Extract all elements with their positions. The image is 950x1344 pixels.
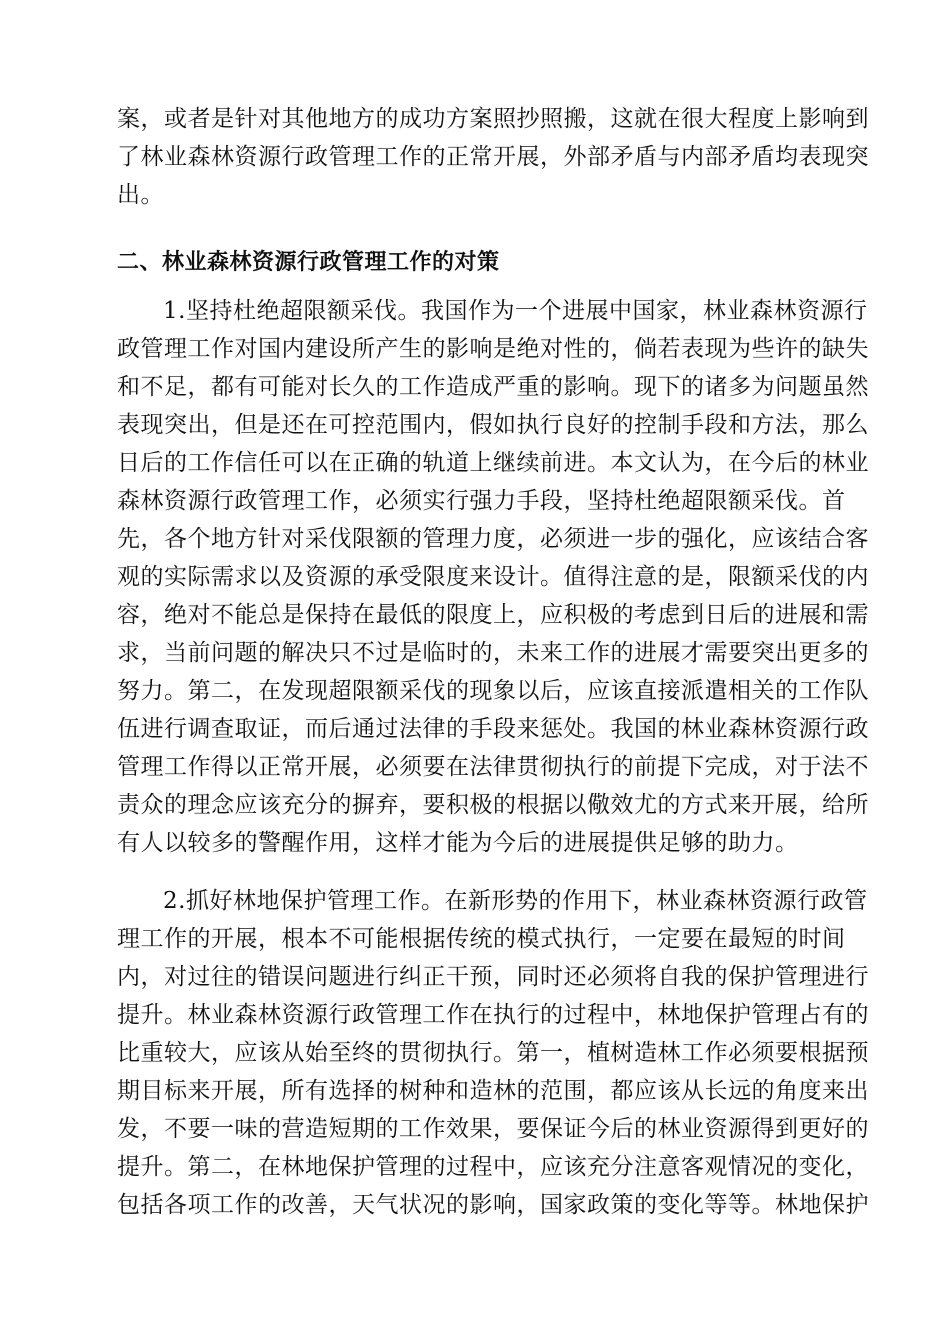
paragraph-line: 了林业森林资源行政管理工作的正常开展，外部矛盾与内部矛盾均表现突 bbox=[117, 144, 869, 170]
paragraph-line: 求，当前问题的解决只不过是临时的，未来工作的进展才需要突出更多的 bbox=[117, 640, 869, 666]
paragraph-line: 提升。第二，在林地保护管理的过程中，应该充分注意客观情况的变化， bbox=[117, 1154, 869, 1180]
paragraph-2 bbox=[117, 882, 869, 1224]
paragraph-line: 1.坚持杜绝超限额采伐。我国作为一个进展中国家，林业森林资源行 bbox=[163, 298, 868, 324]
paragraph-line: 先，各个地方针对采伐限额的管理力度，必须进一步的强化，应该结合客 bbox=[117, 526, 869, 552]
paragraph-line: 2.抓好林地保护管理工作。在新形势的作用下，林业森林资源行政管 bbox=[163, 888, 868, 914]
paragraph-line: 管理工作得以正常开展，必须要在法律贯彻执行的前提下完成，对于法不 bbox=[117, 754, 869, 780]
paragraph-line: 期目标来开展，所有选择的树种和造林的范围，都应该从长远的角度来出 bbox=[117, 1078, 869, 1104]
paragraph-1 bbox=[117, 292, 869, 862]
paragraph-line: 和不足，都有可能对长久的工作造成严重的影响。现下的诸多为问题虽然 bbox=[117, 374, 869, 400]
paragraph-line: 提升。林业森林资源行政管理工作在执行的过程中，林地保护管理占有的 bbox=[117, 1002, 869, 1028]
paragraph-line: 责众的理念应该充分的摒弃，要积极的根据以儆效尤的方式来开展，给所 bbox=[117, 792, 869, 818]
intro-paragraph bbox=[117, 100, 869, 214]
paragraph-line: 努力。第二，在发现超限额采伐的现象以后，应该直接派遣相关的工作队 bbox=[117, 678, 869, 704]
paragraph-line: 案，或者是针对其他地方的成功方案照抄照搬，这就在很大程度上影响到 bbox=[117, 106, 869, 132]
paragraph-line: 森林资源行政管理工作，必须实行强力手段，坚持杜绝超限额采伐。首 bbox=[117, 488, 846, 514]
paragraph-line: 包括各项工作的改善，天气状况的影响，国家政策的变化等等。林地保护 bbox=[117, 1192, 869, 1218]
section-heading: 二、林业森林资源行政管理工作的对策 bbox=[117, 250, 500, 275]
paragraph-line: 表现突出，但是还在可控范围内，假如执行良好的控制手段和方法，那么 bbox=[117, 412, 869, 438]
paragraph-line: 日后的工作信任可以在正确的轨道上继续前进。本文认为，在今后的林业 bbox=[117, 450, 869, 476]
paragraph-line: 发，不要一味的营造短期的工作效果，要保证今后的林业资源得到更好的 bbox=[117, 1116, 869, 1142]
paragraph-line: 容，绝对不能总是保持在最低的限度上，应积极的考虑到日后的进展和需 bbox=[117, 602, 869, 628]
paragraph-line: 比重较大，应该从始至终的贯彻执行。第一，植树造林工作必须要根据预 bbox=[117, 1040, 869, 1066]
paragraph-line: 伍进行调查取证，而后通过法律的手段来惩处。我国的林业森林资源行政 bbox=[117, 716, 869, 742]
paragraph-line: 内，对过往的错误问题进行纠正干预，同时还必须将自我的保护管理进行 bbox=[117, 964, 869, 990]
paragraph-line: 观的实际需求以及资源的承受限度来设计。值得注意的是，限额采伐的内 bbox=[117, 564, 869, 590]
paragraph-line: 出。 bbox=[117, 182, 164, 208]
section-heading-block bbox=[117, 244, 837, 282]
paragraph-line: 有人以较多的警醒作用，这样才能为今后的进展提供足够的助力。 bbox=[117, 830, 799, 856]
paragraph-line: 政管理工作对国内建设所产生的影响是绝对性的，倘若表现为些许的缺失 bbox=[117, 336, 869, 362]
paragraph-line: 理工作的开展，根本不可能根据传统的模式执行，一定要在最短的时间 bbox=[117, 926, 846, 952]
